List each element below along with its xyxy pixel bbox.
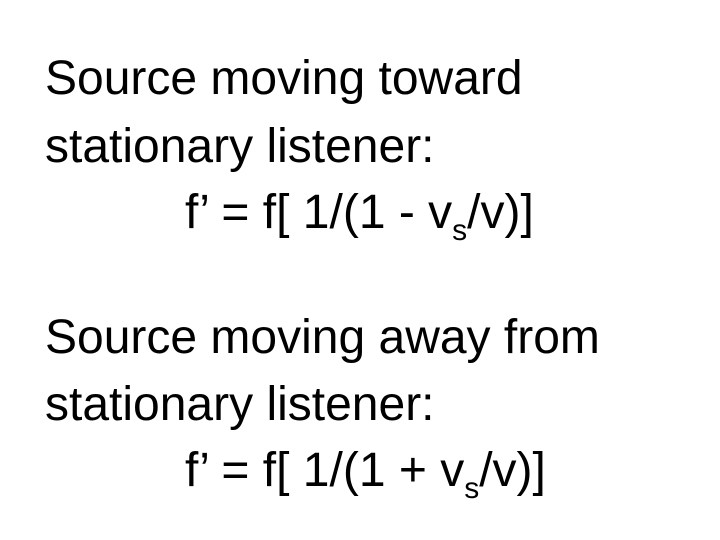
formula-receding-subscript: s (464, 472, 480, 505)
formula-approaching-subscript: s (452, 214, 468, 247)
heading-stationary-listener-1: stationary listener: (45, 120, 435, 173)
heading-source-away: Source moving away from (45, 311, 600, 364)
formula-approaching (185, 186, 534, 247)
formula-receding-main: f’ = f[ 1/(1 + v (185, 444, 465, 497)
formula-approaching-main: f’ = f[ 1/(1 - v (185, 186, 453, 239)
formula-receding-tail: /v)] (479, 444, 546, 497)
formula-receding (185, 444, 546, 505)
heading-stationary-listener-2: stationary listener: (45, 378, 435, 431)
heading-source-toward: Source moving toward (45, 52, 523, 105)
formula-approaching-tail: /v)] (467, 186, 534, 239)
